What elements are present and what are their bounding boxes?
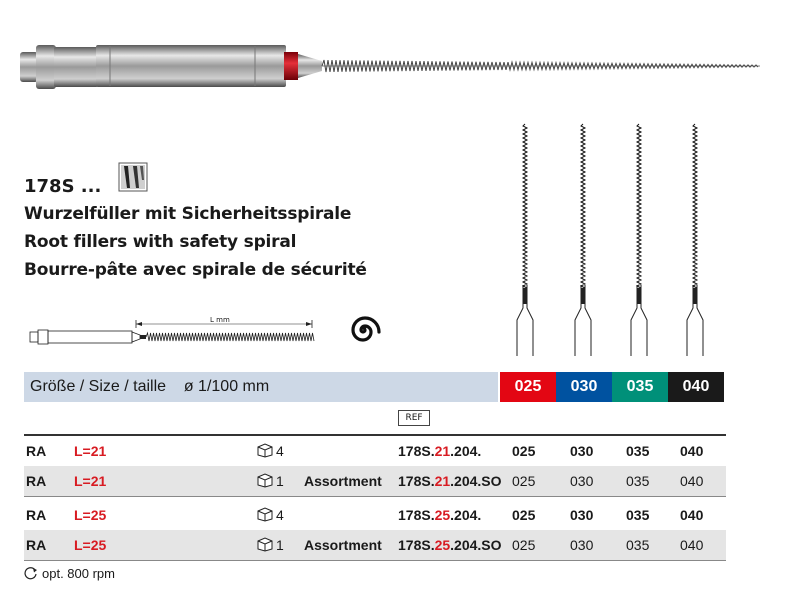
pack-count: 1	[276, 473, 284, 489]
length-cell: L=21	[74, 473, 107, 489]
assortment-cell: Assortment	[304, 473, 382, 489]
size-chip-025: 025	[500, 372, 556, 402]
table-row	[24, 500, 726, 530]
ref-cell	[398, 500, 481, 530]
ref-length: 21	[434, 443, 451, 459]
size-cell-030: 030	[570, 537, 594, 553]
shank-cell: RA	[26, 473, 47, 489]
size-cell-030: 030	[570, 473, 594, 489]
size-cell-040: 040	[680, 507, 704, 523]
assortment-cell: Assortment	[304, 537, 382, 553]
ref-cell	[398, 436, 481, 466]
table-row	[24, 436, 726, 466]
shank-cell: RA	[26, 537, 47, 553]
ref-suffix: .204.SO	[450, 473, 502, 489]
size-cell-035: 035	[626, 473, 650, 489]
ref-label: REF	[398, 410, 430, 426]
length-cell: L=25	[74, 507, 107, 523]
size-cell-025: 025	[512, 507, 536, 523]
pack-count: 4	[276, 507, 284, 523]
size-cell-030: 030	[570, 443, 594, 459]
size-chip-040: 040	[668, 372, 724, 402]
package-icon	[256, 472, 274, 488]
ref-suffix: .204.	[450, 443, 482, 459]
rpm-note	[24, 566, 115, 581]
ref-cell	[398, 530, 502, 560]
size-cell-035: 035	[626, 443, 650, 459]
title-fr: Bourre-pâte avec spirale de sécurité	[24, 260, 367, 280]
length-cell: L=25	[74, 537, 107, 553]
ref-prefix: 178S.	[398, 443, 435, 459]
size-cell-035: 035	[626, 537, 650, 553]
tip-drawings	[505, 120, 725, 360]
ref-length: 21	[434, 473, 451, 489]
package-icon	[256, 506, 274, 522]
size-chip-030: 030	[556, 372, 612, 402]
pack-count: 1	[276, 537, 284, 553]
ref-length: 25	[434, 507, 451, 523]
rpm-text: opt. 800 rpm	[42, 566, 115, 581]
package-icon	[256, 442, 274, 458]
ref-suffix: .204.	[450, 507, 482, 523]
size-cell-040: 040	[680, 537, 704, 553]
size-cell-025: 025	[512, 537, 536, 553]
size-cell-035: 035	[626, 507, 650, 523]
shank-cell: RA	[26, 507, 47, 523]
size-cell-025: 025	[512, 443, 536, 459]
size-cell-040: 040	[680, 473, 704, 489]
product-photo	[0, 0, 800, 110]
ref-cell	[398, 466, 502, 496]
ref-prefix: 178S.	[398, 507, 435, 523]
size-cell-040: 040	[680, 443, 704, 459]
instrument-schematic	[28, 314, 318, 350]
title-en: Root fillers with safety spiral	[24, 232, 297, 252]
pack-count: 4	[276, 443, 284, 459]
table-top-rule	[24, 434, 726, 436]
shank-cell: RA	[26, 443, 47, 459]
length-label: L mm	[210, 316, 230, 324]
size-chip-035: 035	[612, 372, 668, 402]
spiral-icon	[345, 312, 381, 348]
package-icon	[256, 536, 274, 552]
length-cell: L=21	[74, 443, 107, 459]
ref-suffix: .204.SO	[450, 537, 502, 553]
table-row	[24, 530, 726, 560]
row-divider	[24, 560, 726, 561]
size-bar-label: Größe / Size / taille ø 1/100 mm	[30, 378, 270, 395]
table-row	[24, 466, 726, 496]
product-code: 178S ...	[24, 176, 102, 197]
row-divider	[24, 496, 726, 497]
size-cell-030: 030	[570, 507, 594, 523]
size-cell-025: 025	[512, 473, 536, 489]
ref-prefix: 178S.	[398, 473, 435, 489]
shank-type-icon	[118, 162, 148, 192]
ref-length: 25	[434, 537, 451, 553]
title-de: Wurzelfüller mit Sicherheitsspirale	[24, 204, 352, 224]
ref-prefix: 178S.	[398, 537, 435, 553]
rotation-icon	[24, 567, 38, 581]
